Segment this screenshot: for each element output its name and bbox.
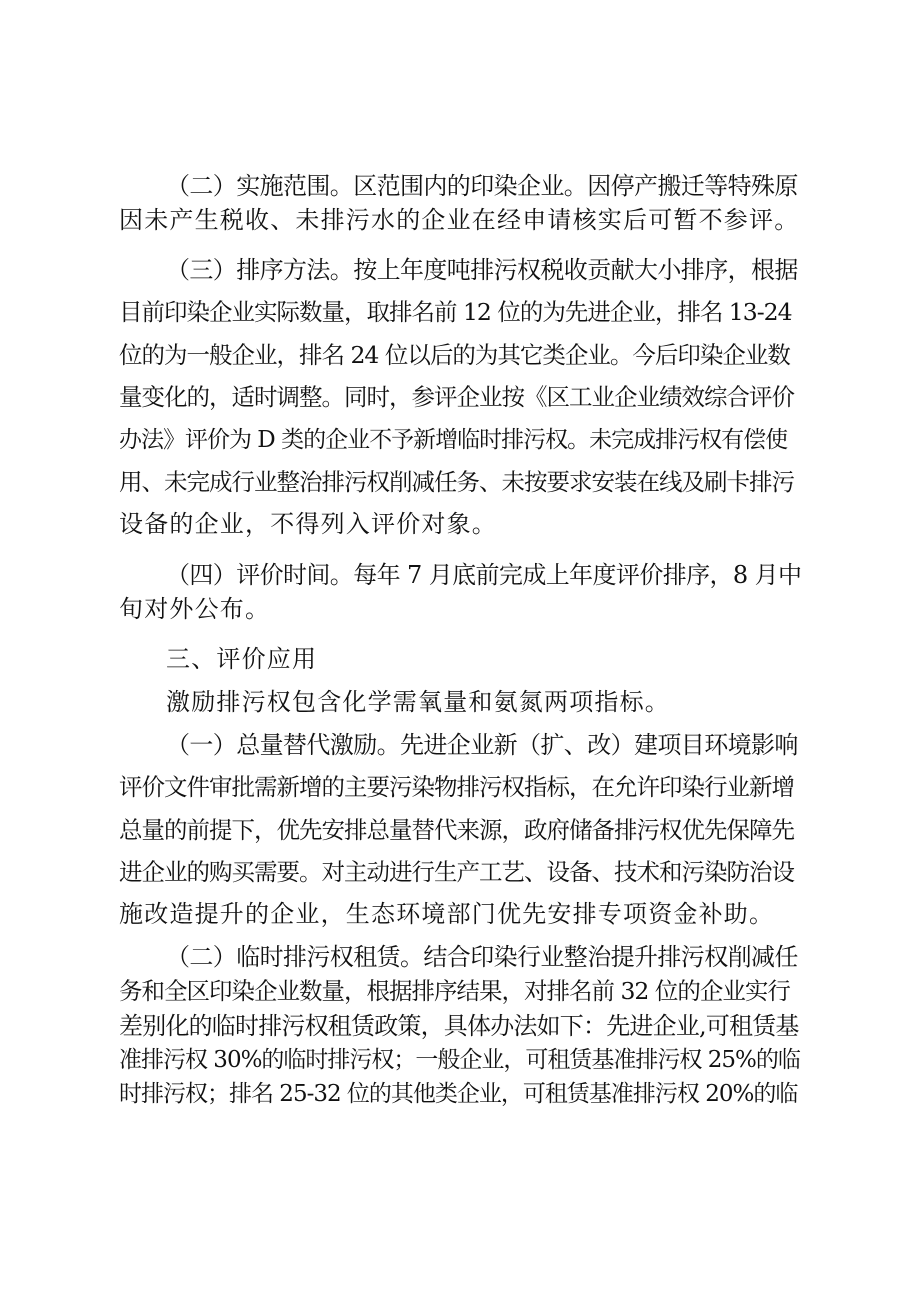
paragraph-line: （二）临时排污权租赁。结合印染行业整治提升排污权削减任 — [166, 943, 798, 971]
paragraph-line: 办法》评价为 D 类的企业不予新增临时排污权。未完成排污权有偿使 — [119, 427, 788, 453]
paragraph-line: 设备的企业，不得列入评价对象。 — [119, 510, 497, 538]
paragraph-line: 目前印染企业实际数量，取排名前 12 位的为先进企业，排名 13-24 — [119, 298, 792, 326]
paragraph-line: 务和全区印染企业数量，根据排序结果，对排名前 32 位的企业实行 — [119, 977, 790, 1005]
paragraph-line: 评价文件审批需新增的主要污染物排污权指标，在允许印染行业新增 — [119, 773, 794, 801]
paragraph-line: 旬对外公布。 — [119, 595, 271, 623]
paragraph-line: 差别化的临时排污权租赁政策，具体办法如下：先进企业,可租赁基 — [119, 1012, 799, 1040]
paragraph-line: 进企业的购买需要。对主动进行生产工艺、设备、技术和污染防治设 — [119, 858, 794, 886]
paragraph-line: （一）总量替代激励。先进企业新（扩、改）建项目环境影响 — [166, 731, 798, 759]
paragraph-line: 位的为一般企业，排名 24 位以后的为其它类企业。今后印染企业数 — [119, 341, 790, 369]
paragraph-line: （三）排序方法。按上年度吨排污权税收贡献大小排序，根据 — [166, 256, 798, 284]
paragraph-line: 施改造提升的企业，生态环境部门优先安排专项资金补助。 — [119, 900, 775, 928]
paragraph-line: 因未产生税收、未排污水的企业在经申请核实后可暂不参评。 — [119, 206, 800, 234]
paragraph-line: 激励排污权包含化学需氧量和氨氮两项指标。 — [166, 688, 670, 716]
paragraph-line: 量变化的，适时调整。同时，参评企业按《区工业企业绩效综合评价 — [119, 383, 794, 411]
paragraph-line: （二）实施范围。区范围内的印染企业。因停产搬迁等特殊原 — [166, 172, 798, 200]
paragraph-line: 用、未完成行业整治排污权削减任务、未按要求安装在线及刷卡排污 — [119, 468, 794, 496]
paragraph-line: 时排污权；排名 25-32 位的其他类企业，可租赁基准排污权 20%的临 — [119, 1081, 798, 1107]
paragraph-line: 总量的前提下，优先安排总量替代来源，政府储备排污权优先保障先 — [119, 816, 794, 844]
paragraph-line: （四）评价时间。每年 7 月底前完成上年度评价排序，8 月中 — [166, 561, 802, 589]
paragraph-line: 准排污权 30%的临时排污权；一般企业，可租赁基准排污权 25%的临 — [119, 1047, 800, 1073]
section-heading: 三、评价应用 — [166, 645, 318, 673]
